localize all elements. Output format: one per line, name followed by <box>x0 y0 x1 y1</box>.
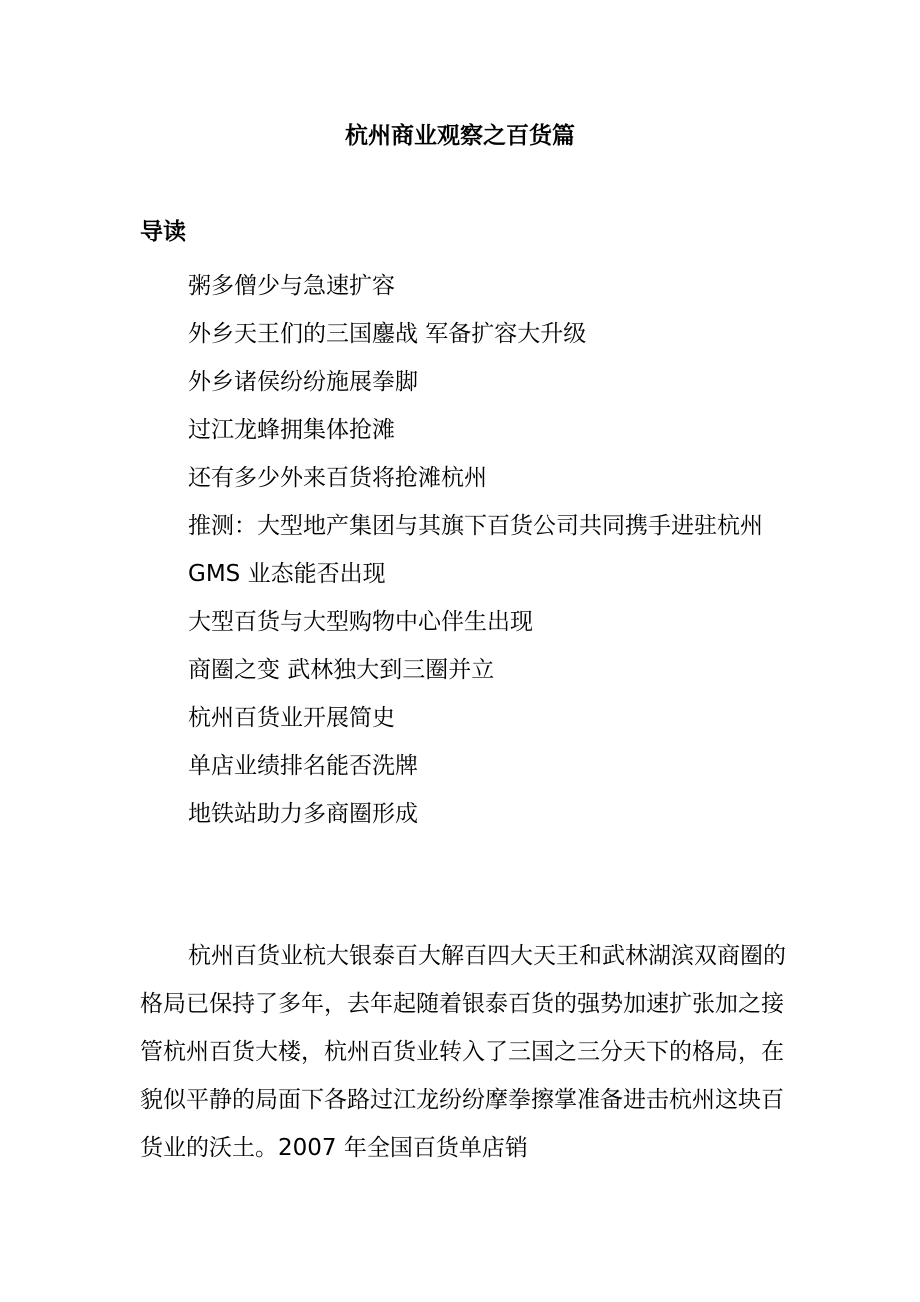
toc-item: 大型百货与大型购物中心伴生出现 <box>188 609 533 635</box>
toc-item: 杭州百货业开展简史 <box>188 705 395 731</box>
toc-item: GMS 业态能否出现 <box>188 561 386 587</box>
body-paragraph: 杭州百货业杭大银泰百大解百四大天王和武林湖滨双商圈的格局已保持了多年，去年起随着银泰百货的强势加速扩张加之接管杭州百货大楼，杭州百货业转入了三国之三分天下的格局，在貌似平静的局面下各路过江龙纷纷摩拳擦掌准备进击杭州这块百货业的沃土。2007 年全国百货单店销 <box>140 943 786 1161</box>
toc-item: 还有多少外来百货将抢滩杭州 <box>188 465 487 491</box>
toc-item: 外乡天王们的三国鏖战 军备扩容大升级 <box>188 321 587 347</box>
toc-item: 推测：大型地产集团与其旗下百货公司共同携手进驻杭州 <box>188 513 763 539</box>
toc-item: 地铁站助力多商圈形成 <box>188 801 418 827</box>
document-title: 杭州商业观察之百货篇 <box>345 123 575 149</box>
toc-item: 单店业绩排名能否洗牌 <box>188 753 418 779</box>
toc-item: 粥多僧少与急速扩容 <box>188 273 395 299</box>
toc-list <box>140 262 800 838</box>
toc-heading: 导读 <box>140 219 186 245</box>
toc-item: 商圈之变 武林独大到三圈并立 <box>188 657 495 683</box>
toc-item: 外乡诸侯纷纷施展拳脚 <box>188 369 418 395</box>
toc-item: 过江龙蜂拥集体抢滩 <box>188 417 395 443</box>
